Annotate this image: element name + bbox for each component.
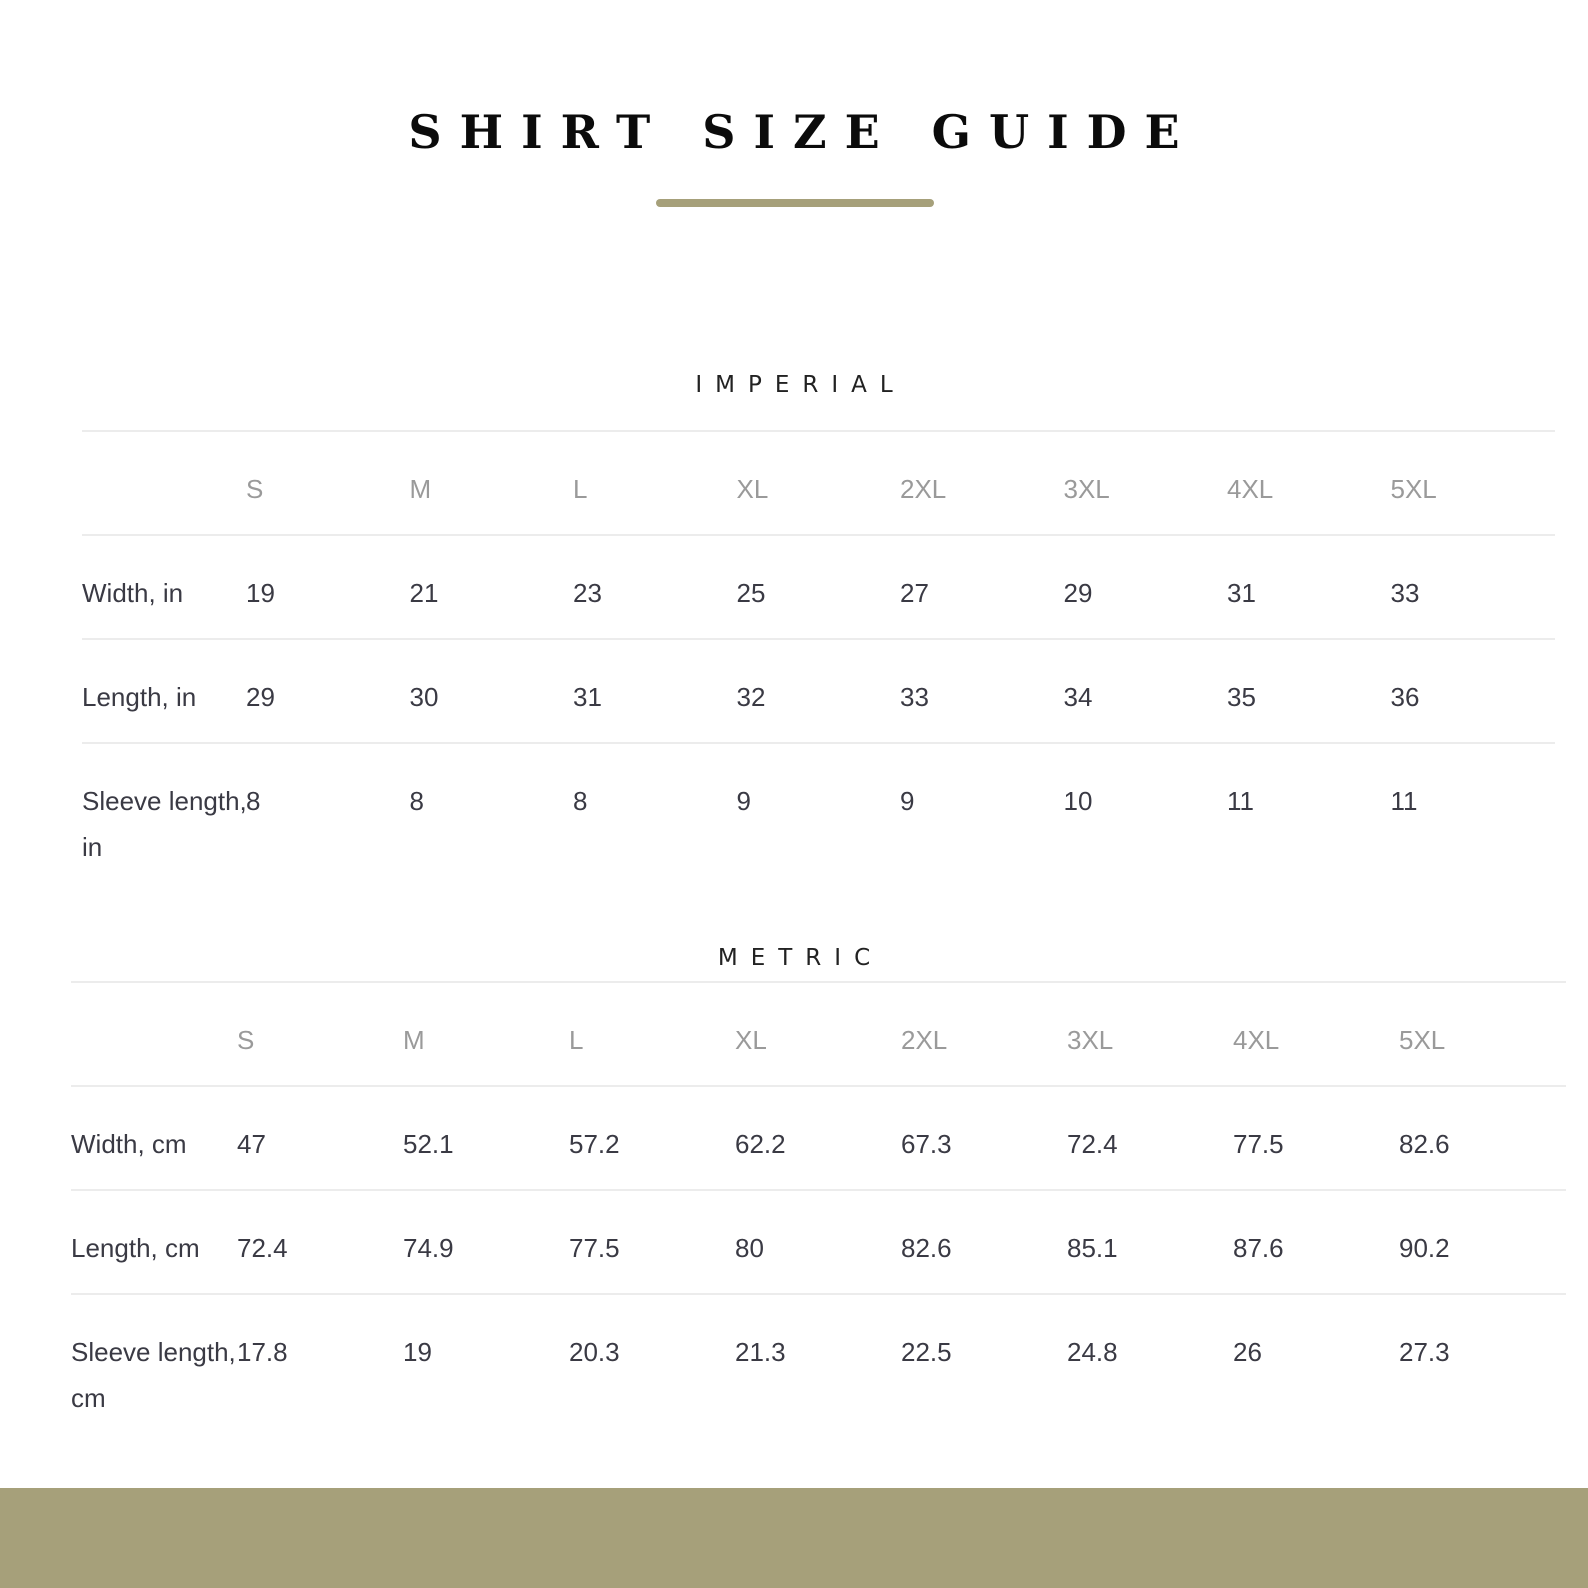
table-cell: 27 xyxy=(900,578,929,608)
table-cell: 67.3 xyxy=(901,1129,952,1159)
table-cell: 27.3 xyxy=(1399,1337,1450,1367)
table-cell: 24.8 xyxy=(1067,1337,1118,1367)
table-cell: 80 xyxy=(735,1233,764,1263)
row-label: Length, in xyxy=(82,682,197,712)
table-cell: 19 xyxy=(403,1337,432,1367)
table-cell: 31 xyxy=(1227,578,1256,608)
table-cell: 11 xyxy=(1390,786,1418,816)
row-label: Sleeve length, in xyxy=(82,786,247,862)
size-header-l: L xyxy=(569,1025,584,1055)
table-cell: 77.5 xyxy=(569,1233,620,1263)
size-header-3xl: 3XL xyxy=(1067,1025,1114,1055)
table-cell: 72.4 xyxy=(237,1233,288,1263)
size-header-5xl: 5XL xyxy=(1390,474,1437,504)
table-cell: 33 xyxy=(900,682,929,712)
size-header-2xl: 2XL xyxy=(900,474,947,504)
table-cell: 8 xyxy=(573,786,588,816)
size-header-l: L xyxy=(573,474,588,504)
row-label: Sleeve length, cm xyxy=(71,1337,236,1413)
page-title: SHIRT SIZE GUIDE xyxy=(408,105,1198,159)
table-cell: 29 xyxy=(246,682,275,712)
table-cell: 62.2 xyxy=(735,1129,786,1159)
table-cell: 29 xyxy=(1063,578,1093,608)
row-label: Length, cm xyxy=(71,1233,200,1263)
metric-size-table xyxy=(71,981,1566,1443)
table-cell: 52.1 xyxy=(403,1129,454,1159)
table-cell: 9 xyxy=(900,786,915,816)
size-header-2xl: 2XL xyxy=(901,1025,948,1055)
table-cell: 21.3 xyxy=(735,1337,786,1367)
size-header-s: S xyxy=(246,474,264,504)
table-cell: 32 xyxy=(736,682,766,712)
imperial-heading: IMPERIAL xyxy=(695,372,906,398)
table-row xyxy=(82,534,1555,638)
size-header-xl: XL xyxy=(736,474,769,504)
table-cell: 90.2 xyxy=(1399,1233,1450,1263)
size-header-xl: XL xyxy=(735,1025,767,1055)
table-cell: 9 xyxy=(736,786,751,816)
table-cell: 8 xyxy=(409,786,424,816)
metric-header-row xyxy=(71,981,1566,1085)
row-label: Width, cm xyxy=(71,1129,187,1159)
table-cell: 22.5 xyxy=(901,1337,952,1367)
metric-heading: METRIC xyxy=(717,945,884,971)
size-header-3xl: 3XL xyxy=(1063,474,1110,504)
table-cell: 17.8 xyxy=(237,1337,288,1367)
size-header-m: M xyxy=(403,1025,425,1055)
table-row xyxy=(82,638,1555,742)
table-cell: 47 xyxy=(237,1129,266,1159)
table-cell: 25 xyxy=(736,578,766,608)
table-row xyxy=(71,1189,1566,1293)
table-cell: 82.6 xyxy=(1399,1129,1450,1159)
table-cell: 31 xyxy=(573,682,602,712)
table-cell: 21 xyxy=(409,578,439,608)
table-cell: 85.1 xyxy=(1067,1233,1118,1263)
table-row xyxy=(71,1085,1566,1189)
table-row xyxy=(82,742,1555,892)
imperial-size-table xyxy=(82,430,1555,892)
table-cell: 11 xyxy=(1227,786,1254,816)
imperial-header-row xyxy=(82,430,1555,534)
table-cell: 30 xyxy=(409,682,439,712)
size-header-4xl: 4XL xyxy=(1233,1025,1280,1055)
table-cell: 19 xyxy=(246,578,275,608)
table-cell: 72.4 xyxy=(1067,1129,1118,1159)
table-row xyxy=(71,1293,1566,1443)
table-cell: 33 xyxy=(1390,578,1420,608)
table-cell: 77.5 xyxy=(1233,1129,1284,1159)
size-header-m: M xyxy=(409,474,432,504)
table-cell: 26 xyxy=(1233,1337,1262,1367)
table-cell: 36 xyxy=(1390,682,1420,712)
table-cell: 10 xyxy=(1063,786,1093,816)
size-header-s: S xyxy=(237,1025,255,1055)
footer-band xyxy=(0,1488,1588,1588)
table-cell: 87.6 xyxy=(1233,1233,1284,1263)
row-label: Width, in xyxy=(82,578,184,608)
table-cell: 35 xyxy=(1227,682,1256,712)
table-cell: 57.2 xyxy=(569,1129,620,1159)
title-underline xyxy=(656,199,934,207)
table-cell: 23 xyxy=(573,578,602,608)
table-cell: 74.9 xyxy=(403,1233,454,1263)
size-header-5xl: 5XL xyxy=(1399,1025,1446,1055)
table-cell: 8 xyxy=(246,786,261,816)
table-cell: 82.6 xyxy=(901,1233,952,1263)
size-header-4xl: 4XL xyxy=(1227,474,1274,504)
table-cell: 34 xyxy=(1063,682,1093,712)
table-cell: 20.3 xyxy=(569,1337,620,1367)
